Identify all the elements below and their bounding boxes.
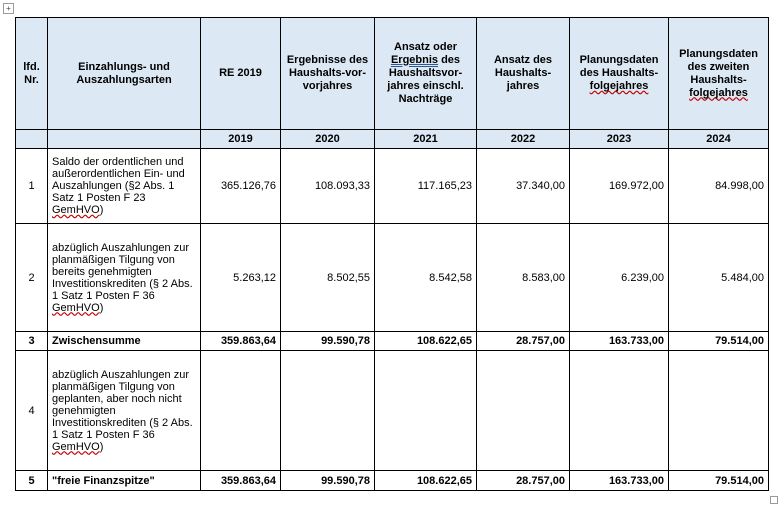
col-header-plan2: Planungsdaten des zweiten Haushalts-folgejahres [669, 18, 769, 130]
value-cell: 99.590,78 [281, 471, 375, 491]
value-cell [201, 351, 281, 471]
row-number: 5 [16, 471, 48, 491]
col-header-lfd: lfd. Nr. [16, 18, 48, 130]
value-cell: 108.093,33 [281, 149, 375, 224]
year-row [16, 130, 769, 149]
table-row [16, 224, 769, 332]
value-cell: 28.757,00 [477, 471, 570, 491]
value-cell [570, 351, 669, 471]
row-label: abzüglich Auszahlungen zur planmäßigen Tilgung von geplanten, aber noch nicht genehmigten Investitionskrediten (§ 2 Abs. 1 Satz 1 Posten F 36 GemHVO) [48, 351, 201, 471]
col-header-arten: Einzahlungs- und Auszahlungsarten [48, 18, 201, 130]
value-cell: 359.863,64 [201, 332, 281, 351]
row-label: "freie Finanzspitze" [48, 471, 201, 491]
value-cell: 108.622,65 [375, 332, 477, 351]
col-header-plan1: Planungsdaten des Haushalts-folgejahres [570, 18, 669, 130]
table-resize-handle[interactable] [770, 496, 778, 504]
year-cell: 2022 [477, 130, 570, 149]
row-number: 4 [16, 351, 48, 471]
value-cell: 117.165,23 [375, 149, 477, 224]
table-row [16, 471, 769, 491]
value-cell: 8.542,58 [375, 224, 477, 332]
row-label: Saldo der ordentlichen und außerordentlichen Ein- und Auszahlungen (§2 Abs. 1 Satz 1 Posten F 23 GemHVO) [48, 149, 201, 224]
value-cell: 169.972,00 [570, 149, 669, 224]
value-cell: 108.622,65 [375, 471, 477, 491]
value-cell: 5.263,12 [201, 224, 281, 332]
value-cell: 163.733,00 [570, 332, 669, 351]
value-cell: 163.733,00 [570, 471, 669, 491]
year-cell: 2020 [281, 130, 375, 149]
value-cell [375, 351, 477, 471]
row-label: abzüglich Auszahlungen zur planmäßigen Tilgung von bereits genehmigten Investitionskrediten (§ 2 Abs. 1 Satz 1 Posten F 36 GemHVO) [48, 224, 201, 332]
value-cell: 37.340,00 [477, 149, 570, 224]
value-cell [477, 351, 570, 471]
row-number: 2 [16, 224, 48, 332]
col-header-ergebnisse: Ergebnisse des Haushalts-vor-vorjahres [281, 18, 375, 130]
value-cell: 79.514,00 [669, 332, 769, 351]
row-number: 1 [16, 149, 48, 224]
col-header-ansatz-hj: Ansatz des Haushalts-jahres [477, 18, 570, 130]
year-cell-empty [48, 130, 201, 149]
year-cell: 2019 [201, 130, 281, 149]
value-cell: 79.514,00 [669, 471, 769, 491]
value-cell: 8.583,00 [477, 224, 570, 332]
table-row [16, 332, 769, 351]
year-cell: 2021 [375, 130, 477, 149]
year-cell-empty [16, 130, 48, 149]
col-header-ansatz-vorjahr: Ansatz oder Ergebnis des Haushaltsvor-jahres einschl. Nachträge [375, 18, 477, 130]
year-cell: 2024 [669, 130, 769, 149]
value-cell: 359.863,64 [201, 471, 281, 491]
value-cell: 6.239,00 [570, 224, 669, 332]
value-cell [281, 351, 375, 471]
value-cell: 8.502,55 [281, 224, 375, 332]
value-cell: 99.590,78 [281, 332, 375, 351]
value-cell: 5.484,00 [669, 224, 769, 332]
table-row [16, 351, 769, 471]
header-row [16, 18, 769, 130]
financial-table [15, 17, 769, 491]
value-cell: 28.757,00 [477, 332, 570, 351]
value-cell: 84.998,00 [669, 149, 769, 224]
value-cell [669, 351, 769, 471]
value-cell: 365.126,76 [201, 149, 281, 224]
table-move-handle[interactable]: + [3, 3, 14, 14]
row-number: 3 [16, 332, 48, 351]
year-cell: 2023 [570, 130, 669, 149]
table-row [16, 149, 769, 224]
row-label: Zwischensumme [48, 332, 201, 351]
col-header-re2019: RE 2019 [201, 18, 281, 130]
